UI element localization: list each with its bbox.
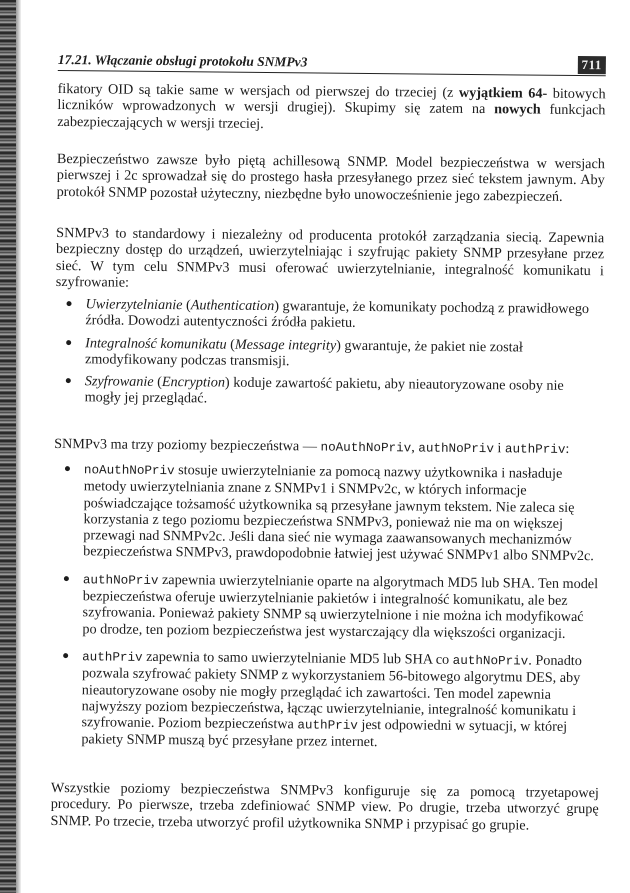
- intro-paragraph: fikatory OID są takie same w wersjach od pierwszej do trzeciej (z wyjątkiem 64- bitowych liczników wprowadzonych w wersji drugiej). Skupimy się zatem na nowych funkcjach zabezpieczających w wersji trzeciej.: [57, 80, 606, 132]
- page-number: 711: [577, 56, 605, 74]
- bullet-icon: [65, 466, 70, 471]
- bullet-icon: [66, 378, 71, 383]
- bullet-icon: [67, 301, 72, 306]
- feature-item-encryption: Szyfrowanie (Encryption) koduje zawartość pakietu, aby nieautoryzowane osoby nie mogły jej przeglądać.: [55, 373, 603, 411]
- bullet-icon: [64, 576, 69, 581]
- security-history-paragraph: Bezpieczeństwo zawsze było piętą achillesową SNMP. Model bezpieczeństwa w wersjach pierwszej i 2c sprowadzał się do prostego hasła przesyłanego przez sieć tekstem jawnym. Aby protokół SNMP pozostał użyteczny, niezbędne było unowocześnienie jego zabezpieczeń.: [56, 150, 605, 205]
- features-list: [55, 296, 604, 411]
- bullet-icon: [66, 340, 71, 345]
- intro-emphasis: wyjątkiem 64-: [458, 84, 548, 102]
- security-levels-list: [51, 461, 602, 753]
- running-header: [58, 48, 606, 76]
- feature-item-integrity: Integralność komunikatu (Message integrity) gwarantuje, że pakiet nie został zmodyfikowany podczas transmisji.: [55, 335, 603, 373]
- closing-paragraph: Wszystkie poziomy bezpieczeństwa SNMPv3 konfiguruje się za pomocą trzyetapowej procedury. Po pierwsze, trzeba zdefiniować SNMP view. Po drugie, trzeba utworzyć grupę SNMP. Po trzecie, trzeba utworzyć profil użytkownika SNMP i przypisać go grupie.: [50, 779, 599, 834]
- level-item-authpriv: authPriv zapewnia to samo uwierzytelnianie MD5 lub SHA co authNoPriv. Ponadto pozwala szyfrować pakiety SNMP z wykorzystaniem 56-bitowego algorytmu DES, aby nieautoryzowane osoby nie mogły przeglądać ich zawartości. Ten model zapewnia najwyższy poziom bezpieczeństwa, łącząc uwierzytelnianie, integralność komunikatu i szyfrowanie. Poziom bezpieczeństwa authPriv jest odpowiedni w sytuacji, w której pakiety SNMP muszą być przesyłane przez internet.: [51, 648, 600, 753]
- level-item-noauthnopriv: noAuthNoPriv stosuje uwierzytelnianie za pomocą nazwy użytkownika i nasładuje metody uwierzytelniania znane z SNMPv1 i SNMPv2c, w których informacje poświadczające tożsamość użytkownika są przesyłane jawnym tekstem. Nie zaleca się korzystania z tego poziomu bezpieczeństwa SNMPv3, ponieważ nie ma on większej przewagi nad SNMPv2c. Jeśli dana sieć nie wymaga zaawansowanych mechanizmów bezpieczeństwa SNMPv3, prawdopodobnie łatwiej jest używać SNMPv1 albo SNMPv2c.: [53, 461, 602, 565]
- level-item-authnopriv: authNoPriv zapewnia uwierzytelnianie oparte na algorytmach MD5 lub SHA. Ten model bezpieczeństwa oferuje uwierzytelnianie pakietów i integralność komunikatu, ale bez szyfrowania. Ponieważ pakiety SNMP są uwierzytelnione i nie można ich modyfikować po drodze, ten poziom bezpieczeństwa jest wystarczający dla większości organizacji.: [52, 571, 601, 642]
- book-page: [50, 48, 606, 883]
- bullet-icon: [63, 653, 68, 658]
- intro-emphasis-nowych: nowych: [494, 101, 541, 118]
- book-binding-edge: [0, 0, 16, 893]
- snmpv3-intro-paragraph: SNMPv3 to standardowy i niezależny od producenta protokół zarządzania siecią. Zapewnia bezpieczny dostęp do urządzeń, uwierzytelniając i szyfrując pakiety SNMP przesyłane przez sieć. W tym celu SNMPv3 musi oferować uwierzytelnianie, integralność komunikatu i szyfrowanie:: [55, 224, 605, 291]
- feature-item-authentication: Uwierzytelnianie (Authentication) gwarantuje, że komunikaty pochodzą z prawidłowego źródła. Dowodzi autentyczności źródła pakietu.: [55, 296, 603, 334]
- security-levels-intro: SNMPv3 ma trzy poziomy bezpieczeństwa — noAuthNoPriv, authNoPriv i authPriv:: [54, 435, 570, 457]
- chapter-section-title: 17.21. Włączanie obsługi protokołu SNMPv3: [57, 51, 308, 70]
